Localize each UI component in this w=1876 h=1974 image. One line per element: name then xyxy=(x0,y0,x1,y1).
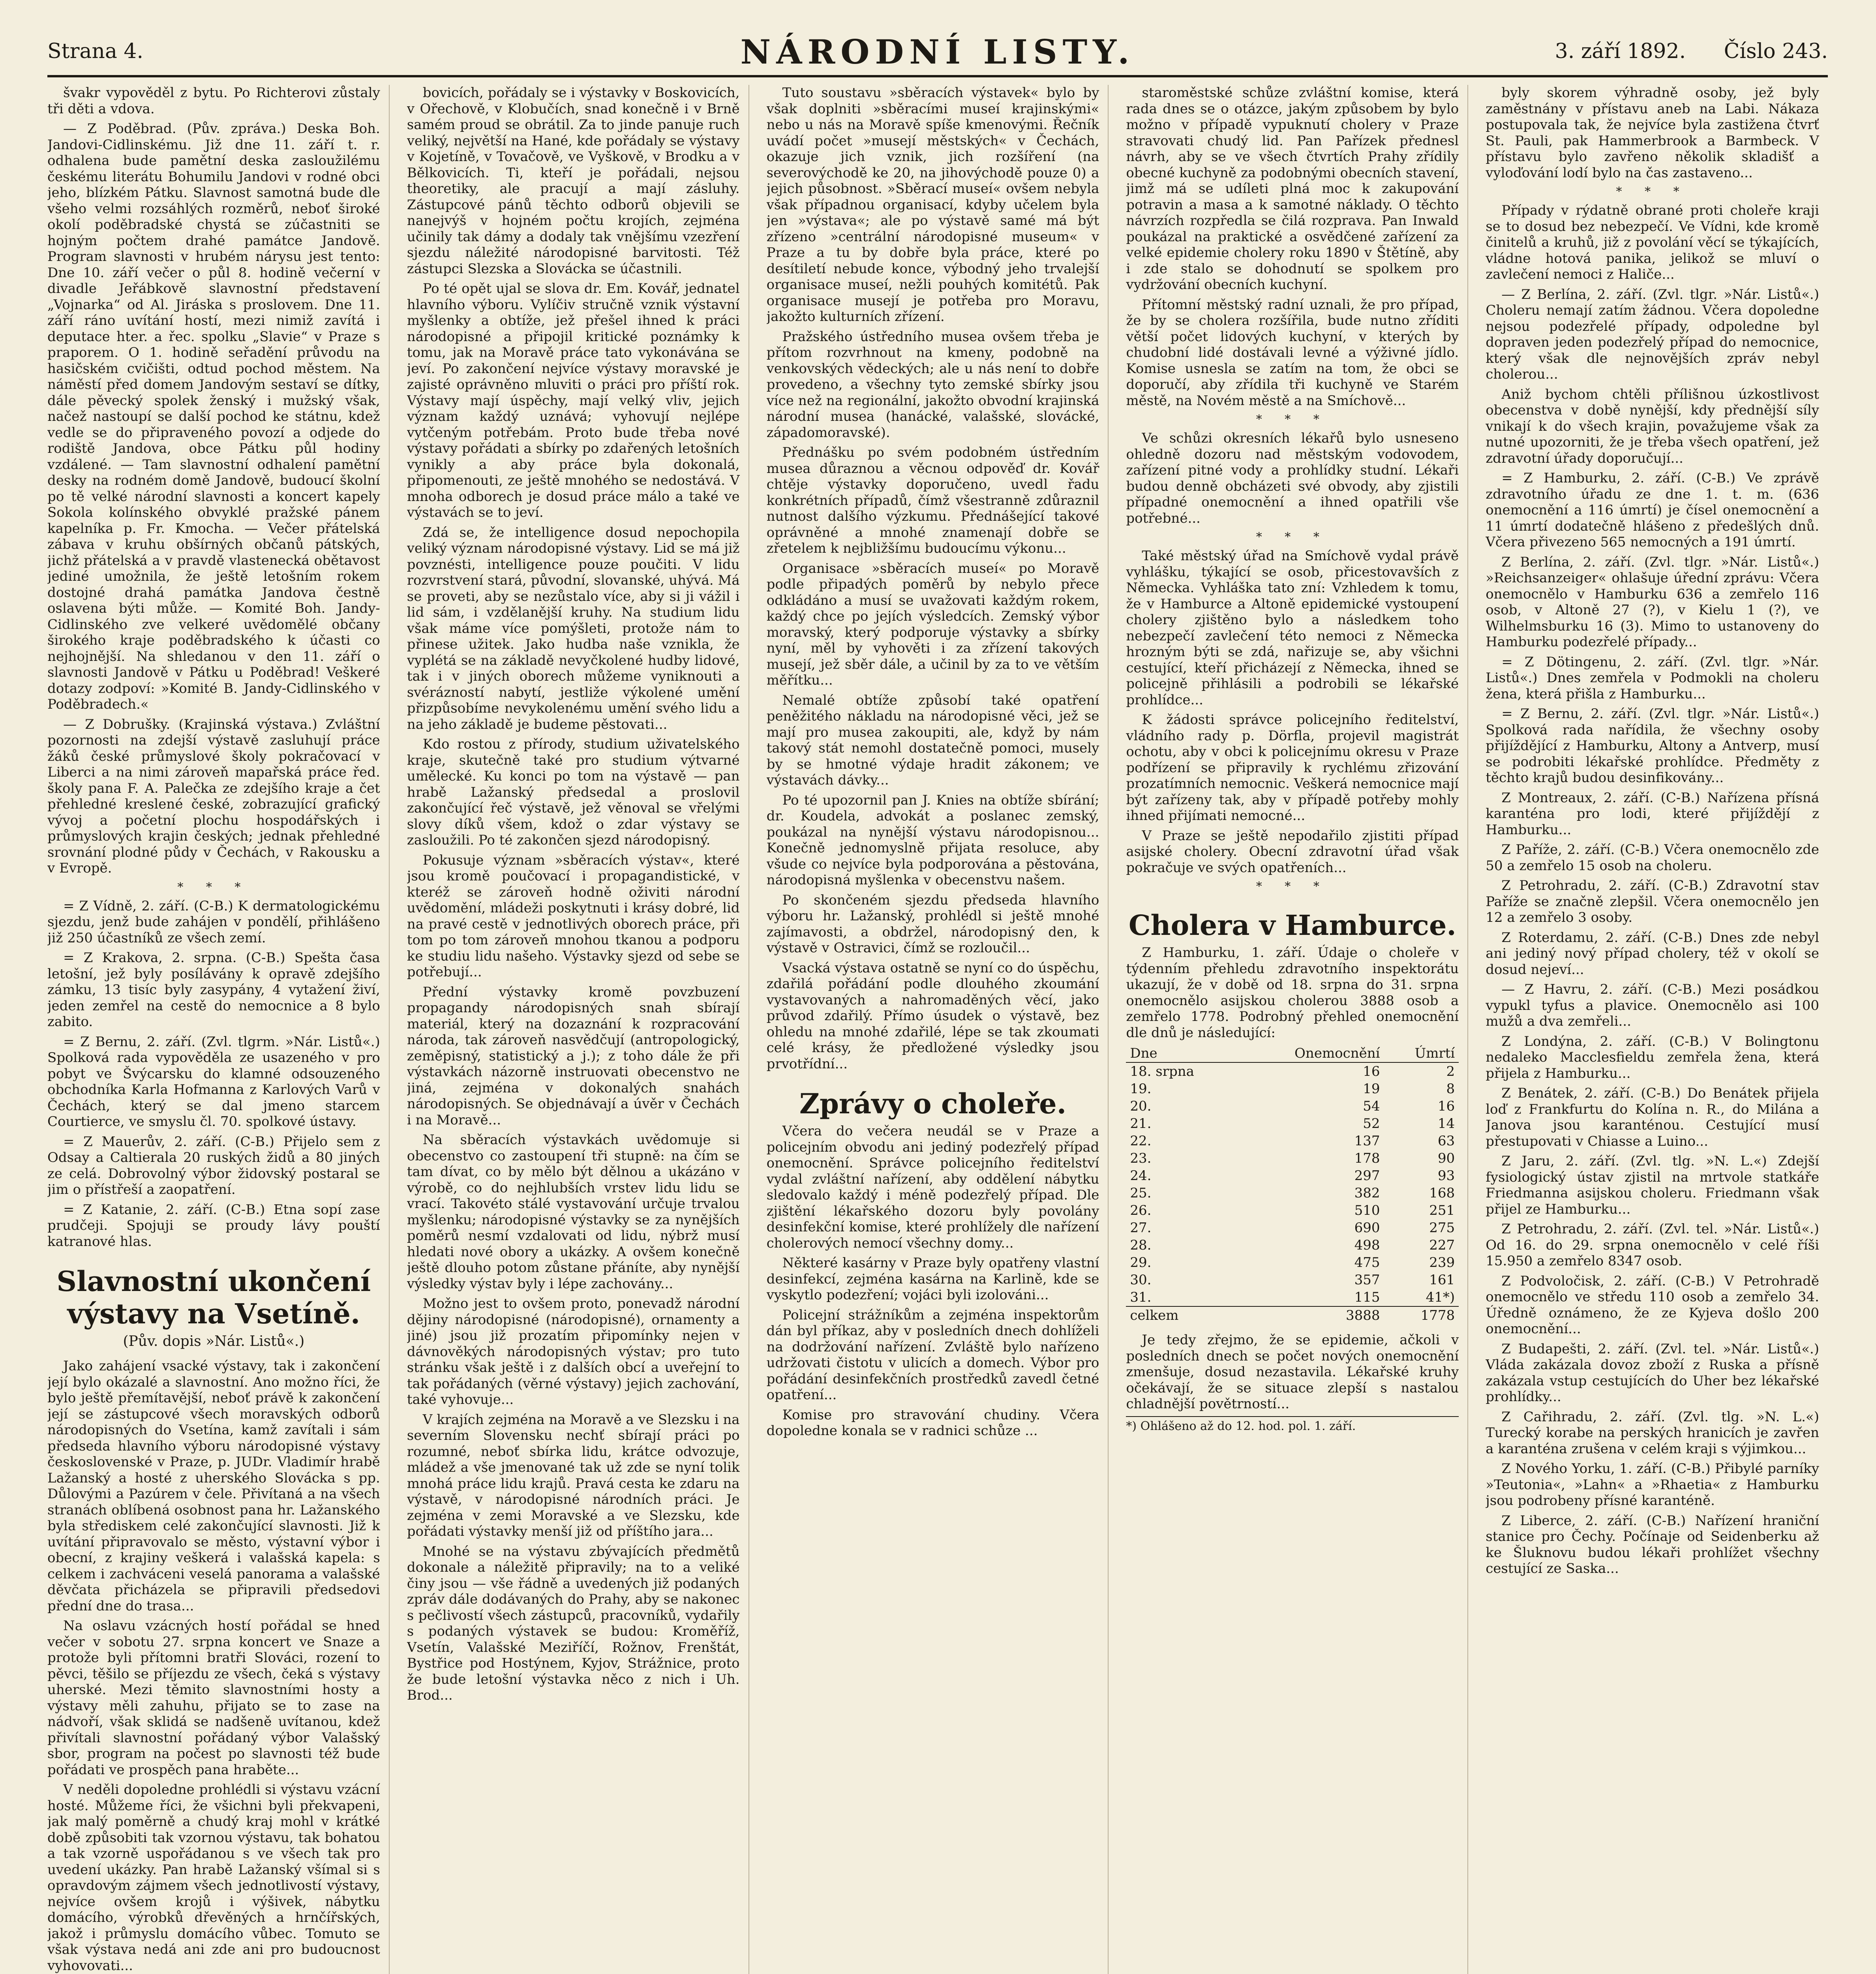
paragraph: Z Londýna, 2. září. (C-B.) V Bolingtonu nedaleko Macclesfieldu zemřela žena, která přijela z Hamburku... xyxy=(1486,1033,1819,1081)
paragraph: Z Montreaux, 2. září. (C-B.) Nařízena přísná karanténa pro lodi, které přijíždějí z Hamburku... xyxy=(1486,790,1819,838)
article-byline: (Pův. dopis »Nár. Listů«.) xyxy=(123,1333,305,1349)
table-cell: 115 xyxy=(1354,1289,1380,1305)
section-divider: * * * xyxy=(1256,880,1329,893)
table-row xyxy=(1126,1132,1459,1150)
table-row xyxy=(1126,1062,1459,1080)
paragraph: Nemalé obtíže způsobí také opatření peněžitého nákladu na národopisné věci, jež se mají pro musea zakoupiti, ale, když by nám takový stát nemohl dostatečně pomoci, musely by se hmotné výdaje hradit zákonem; ve výstavách dávky... xyxy=(766,692,1099,788)
newspaper-title: NÁRODNÍ LISTY. xyxy=(740,32,1135,71)
column-2 xyxy=(407,85,749,1974)
paragraph: Z Hamburku, 1. září. Údaje o choleře v týdenním přehledu zdravotního inspektorátu ukazují, že v době od 18. srpna do 31. srpna onemocnělo asijskou cholerou 3888 osob a zemřelo 1778. Podrobný přehled onemocnění dle dnů je následující: xyxy=(1126,945,1459,1041)
table-cell: 90 xyxy=(1437,1150,1455,1166)
table-cell: 26. xyxy=(1130,1203,1152,1218)
paragraph: Z Petrohradu, 2. září. (C-B.) Zdravotní stav Paříže se značně zlepšil. Včera onemocnělo jen 12 a zemřelo 3 osoby. xyxy=(1486,878,1819,925)
paragraph: = Z Vídně, 2. září. (C-B.) K dermatologickému sjezdu, jenž bude zahájen v pondělí, přihlášeno již 250 účastníků ze všech zemí. xyxy=(47,898,380,946)
column-3 xyxy=(767,85,1109,1974)
paragraph: Jako zahájení vsacké výstavy, tak i zakončení její bylo okázalé a slavnostní. Ano možno říci, že bylo ještě přemítavější, neboť právě k zakončení její se zástupcové všech moravských odborů národopisných do Vsetína, kamž zavítali i sám předseda hlavního výboru národopisné výstavy československé v Praze, p. JUDr. Vladimír hrabě Lažanský a hosté z uherského Slovácka s pp. Důlovými a Pazúrem v čele. Přivítaná a na všech stranách oblíbená osobnost pana hr. Lažanského byla střediskem celé zakončující slavnosti. Již k uvítání připravovalo se město, výstavní výbor i obecní, z krajiny veškerá i valašská kapela: s celkem i zachváceni veselá panorama a valašské děvčata přicházela se připravili předsedovi přední dne do trasa... xyxy=(47,1358,380,1614)
column-4 xyxy=(1126,85,1468,1974)
issue-number: Číslo 243. xyxy=(1724,39,1828,63)
table-cell: 251 xyxy=(1429,1203,1455,1218)
table-cell: 137 xyxy=(1354,1133,1380,1149)
paragraph: Ve schůzi okresních lékařů bylo usneseno ohledně dozoru nad městským vodovodem, zařízení pitné vody a prohlídky studní. Lékaři budou denně obcházeti své obvody, aby zjistili případné onemocnění a ihned opatřili vše potřebné... xyxy=(1126,430,1459,526)
paragraph: Na oslavu vzácných hostí pořádal se hned večer v sobotu 27. srpna koncert ve Snaze a protože byli přítomni bratři Slováci, rození to pěvci, těšilo se příjezdu ze všech, čeká s výstavy uherské. Mezi těmito slavnostními hosty a výstavy měli zahuhu, přijato se to zase na nádvoří, však sklidá se nadšeně uvítanou, kdež přivítali slavnostní pořádaný výbor Valašský sbor, program na počest po slavnosti též bude pořádati ve prospěch pana hraběte... xyxy=(47,1618,380,1778)
paragraph: = Z Hamburku, 2. září. (C-B.) Ve zprávě zdravotního úřadu ze dne 1. t. m. (636 onemocnění a 116 úmrtí) je čísel onemocnění a 11 úmrtí dodatečně hlášeno z předešlých dnů. Včera přivezeno 565 nemocných a 191 úmrtí. xyxy=(1486,470,1819,550)
paragraph: = Z Bernu, 2. září. (Zvl. tlgrm. »Nár. Listů«.) Spolková rada vypověděla ze usazeného v pro pobyt ve Švýcarsku do klamné odsouzeného obchodníka Karla Hofmanna z Karlových Varů v Čechách, který se dal jmeno starcem Courtierce, ve smyslu čl. 70. spolkové ústavy. xyxy=(47,1034,380,1130)
table-row xyxy=(1126,1271,1459,1289)
paragraph: Z Jaru, 2. září. (Zvl. tlg. »N. L.«) Zdejší fysiologický ústav zjistil na mrtvole statkáře Friedmanna asijskou choleru. Friedmann však přijel ze Hamburku... xyxy=(1486,1153,1819,1217)
table-cell: 239 xyxy=(1429,1255,1455,1270)
section-divider: * * * xyxy=(1256,413,1329,426)
table-cell: celkem xyxy=(1126,1306,1238,1324)
table-row xyxy=(1126,1219,1459,1237)
paragraph: Na sběracích výstavkách uvědomuje si obecenstvo co zastoupení tři stupně: na čím se tam dívat, co by mělo být dělnou a ukázáno v výrobě, co do nejhlubších vrstev lidu lidu se vrací. Takovéto stálé vystavování určuje trvalou myšlenku; národopisné výstavky se za nynějších poměrů nesmí vzdalovati od lidu, nýbrž musí hledati nové obory a ukázky. A ovšem konečně ještě dlouho potom zůstane přáníte, aby nynější výsledky výstav byly i lépe zachovány... xyxy=(407,1132,740,1292)
paragraph: V Praze se ještě nepodařilo zjistiti případ asijské cholery. Obecní zdravotní úřad však pokračuje ve svých opatřeních... xyxy=(1126,828,1459,876)
table-cell: 161 xyxy=(1429,1272,1455,1288)
table-cell: 54 xyxy=(1363,1098,1380,1114)
paragraph: Organisace »sběracích museí« po Moravě podle připadých poměrů by nebylo přece odkládáno a musí se uvažovati každým rokem, každý chce po jejích výsledcích. Zemský výbor moravský, který podporuje výstavky a sbírky nyní, měl by vyhověti i za zřízení takových musejí, jež sběr dále, a učinil by za to ve větším měřítku... xyxy=(766,560,1099,688)
paragraph: Přední výstavky kromě povzbuzení propagandy národopisných snah sbírají materiál, který na dozaznání k rozpracování národa, tak zároveň nasvědčují (antropologický, zeměpisný, statistický a j.); z toho dále že při výstavkách názorně instruovati obecenstvo ne jiná, zejména v dokonalých snahách národopisných. Se objednávají a úvěr v Čechách i na Moravě... xyxy=(407,984,740,1128)
paragraph: = Z Katanie, 2. září. (C-B.) Etna sopí zase prudčeji. Spojuji se proudy lávy pouští katranové hlas. xyxy=(47,1201,380,1250)
paragraph: Pražského ústředního musea ovšem třeba je přítom rozvrhnout na kmeny, podobně na venkovských vědeckých; ale u nás není to dobře provedeno, a všechny tyto zemské sbírky jsou více než na regionální, jakožto obvodní krajinská národní musea (hanácké, valašské, slovácké, západomoravské). xyxy=(766,328,1099,441)
table-cell: 24. xyxy=(1130,1168,1152,1184)
table-cell: 8 xyxy=(1446,1081,1455,1097)
table-cell: 3888 xyxy=(1238,1306,1384,1324)
table-cell: 19 xyxy=(1363,1081,1380,1097)
masthead xyxy=(47,28,1828,77)
table-cell: 1778 xyxy=(1384,1306,1459,1324)
paragraph: staroměstské schůze zvláštní komise, která rada dnes se o otázce, jakým způsobem by bylo možno v případě vypuknutí cholery v Praze stravovati chudý lid. Pan Pařízek přednesl návrh, aby se ve všech čtvrtích Prahy zřídily obecné kuchyně za podobnými obecních stavení, jimž má se udíleti plná moc k zakupování potravin a masa a k samotné náklady. O těchto návrzích rozpředla se čilá rozprava. Pan Inwald poukázal na praktické a osvědčené zařízení za velké epidemie cholery roku 1890 v Štětíně, aby i zde stalo se dohodnutí se spolkem pro vydržování obecních kuchyní. xyxy=(1126,85,1459,293)
table-cell: 475 xyxy=(1354,1255,1380,1270)
paragraph: — Z Poděbrad. (Pův. zpráva.) Deska Boh. Jandovi-Cidlinskému. Již dne 11. září t. r. odhalena bude pamětní deska zasloužilému českému literátu Bohumilu Jandovi v rodné obci jeho, blízkém Pátku. Slavnost samotná bude dle všeho velmi rozsáhlých rozměrů, neboť široké okolí poděbradské chystá se zúčastniti se hojným počtem drahé památce Jandově. Program slavnosti v hrubém nárysu jest tento: Dne 10. září večer o půl 8. hodině večerní v divadle Jeřábkově slavnostní představení „Vojnarka“ od Al. Jiráska s proslovem. Dne 11. září ráno uvítání hostí, mezi nimiž zavítá i deputace hter. a řec. spolku „Slavie“ v Praze s praporem. O 1. hodině seřadění průvodu na hasičském cvičišti, odtud pochod městem. Na náměstí před domem Jandovým sestaví se dítky, dále pěvecký spolek ženský i mužský však, načež nastoupí se další pochod ke státnu, kdež vedle se do připraveného povozí a odjede do rodiště Jandova, obce Pátku půl hodiny vzdálené. — Tam slavnostní odhalení pamětní desky na rodném domě Jandově, budoucí školní po tě velké národní slavnosti a koncert kapely Sokola kolínského obvyklé pražské pánem kapelníka p. Fr. Kmocha. — Večer přátelská zábava v kruhu obšírných občanů pátských, jichž přátelská a v pravdě vlastenecká obětavost jediné umožnila, že ještě letošním rokem dostojné drahá památka Jandova čestně oslavena býti může. — Komité Boh. Jandy-Cidlinského zve velkeré uvědomělé občany širokého kraje poděbradského k účasti co nejhojnější. Na shledanou v den 11. září o slavnosti Jandově v Pátku u Poděbrad! Veškeré dotazy zodpoví: »Komité B. Jandy-Cidlinského v Poděbradech.« xyxy=(47,121,380,712)
table-cell: 27. xyxy=(1130,1220,1152,1236)
paragraph: Po skončeném sjezdu předseda hlavního výboru hr. Lažanský, prohlédl si ještě mnohé zajímavosti, a obdržel, národopisný den, k výstavě v Ostravici, čímž se rozloučil... xyxy=(766,892,1099,956)
table-cell: 178 xyxy=(1354,1150,1380,1166)
article-heading: Slavnostní ukončení výstavy na Vsetíně. xyxy=(56,1265,371,1330)
cholera-table xyxy=(1126,1045,1459,1324)
paragraph: bovicích, pořádaly se i výstavky v Boskovicích, v Ořechově, v Klobučích, snad konečně i v Brně samém proud se obrátil. Za to jinde panuje ruch veliký, největší na Hané, kde pořádaly se výstavy v Kojetíně, v Tovačově, ve Vyškově, v Brodku a v Bělkovicích. Ti, kteří je pořádali, nejsou theoretiky, ale pracují a mají zásluhy. Zástupcové pánů těchto odborů objevili se nanejvýš v hojném počtu krojích, zejména učinily tak dámy a dodaly tak vnějšímu vzezření sjezdu náležité národopisné barvitosti. Též zástupci Slezska a Slovácka se účastnili. xyxy=(407,85,740,277)
table-cell: 93 xyxy=(1437,1168,1455,1184)
table-cell: 2 xyxy=(1446,1064,1455,1079)
table-cell: 498 xyxy=(1354,1237,1380,1253)
table-row xyxy=(1126,1254,1459,1271)
paragraph: Z Paříže, 2. září. (C-B.) Včera onemocnělo zde 50 a zemřelo 15 osob na choleru. xyxy=(1486,842,1819,874)
paragraph: Komise pro stravování chudiny. Včera dopoledne konala se v radnici schůze ... xyxy=(766,1407,1099,1439)
paragraph: = Z Dötingenu, 2. září. (Zvl. tlgr. »Nár. Listů«.) Dnes zemřela v Podmokli na choleru žena, která přišla z Hamburku... xyxy=(1486,654,1819,702)
table-header: Onemocnění xyxy=(1238,1045,1384,1062)
table-row xyxy=(1126,1202,1459,1219)
paragraph: — Z Dobrušky. (Krajinská výstava.) Zvláštní pozornosti na zdejší výstavě zasluhují práce žáků české průmyslové školy pokračovací v Liberci a na nimi zároveň mapařská práce řed. školy pana F. A. Palečka ze zdejšího kraje a čet přehledné kreslené české, zobrazující grafický vývoj a početní plochu hospodářských i průmyslových krajin českých; jednak přehledné srovnání plodné půdy v Čechách, v Rakousku a v Evropě. xyxy=(47,716,380,876)
table-cell: 28. xyxy=(1130,1237,1152,1253)
paragraph: = Z Bernu, 2. září. (Zvl. tlgr. »Nár. Listů«.) Spolková rada nařídila, že všechny osoby přijíždějící z Hamburku, Altony a Antverp, musí se podrobiti lékařské prohlídce. Předměty z těchto krajů budou desinfikovány... xyxy=(1486,706,1819,786)
issue-date: 3. září 1892. xyxy=(1555,39,1686,63)
column-5 xyxy=(1486,85,1828,1974)
table-cell: 21. xyxy=(1130,1116,1152,1131)
paragraph: Z Podvoločisk, 2. září. (C-B.) V Petrohradě onemocnělo ve středu 110 osob a zemřelo 34. Úředně oznámeno, že ze Kyjeva došlo 200 onemocnění... xyxy=(1486,1273,1819,1337)
paragraph: Je tedy zřejmo, že se epidemie, ačkoli v posledních dnech se počet nových onemocnění zmenšuje, dosud nezastavila. Lékařské kruhy očekávají, že se situace zlepší s nastalou chladnější povětrností... xyxy=(1126,1332,1459,1412)
table-cell: 63 xyxy=(1437,1133,1455,1149)
table-cell: 19. xyxy=(1130,1081,1152,1097)
table-row xyxy=(1126,1167,1459,1184)
paragraph: Z Cařihradu, 2. září. (Zvl. tlg. »N. L.«) Turecký korabe na perských hranicích je zavřen a karanténa zrušena v celém kraji s výjimkou... xyxy=(1486,1409,1819,1457)
paragraph: Přednášku po svém podobném ústředním musea důraznou a věcnou odpověď dr. Kovář chtěje výstavky doporučeno, uvedl řadu konkrétních případů, čímž všestranně zdůraznil nutnost dalšího výzkumu. Přednášející takové oprávněné a mnohé znamenají dobře se zřetelem k nejbližšímu budoucímu výkonu... xyxy=(766,445,1099,556)
paragraph: Včera do večera neudál se v Praze a policejním obvodu ani jediný podezřelý případ onemocnění. Správce policejního ředitelství vydal zvláštní nařízení, aby oddělení nábytku sledovalo každý i méně podezřelý případ. Dle zjištění lékařského dozoru byly povolány desinfekční komise, které prohlížely dle nařízení cholerových nemocí všechny domy... xyxy=(766,1123,1099,1251)
table-cell: 510 xyxy=(1354,1203,1380,1218)
table-row xyxy=(1126,1098,1459,1115)
paragraph: Z Benátek, 2. září. (C-B.) Do Benátek přijela loď z Frankfurtu do Kolína n. R., do Milána a Janova jsou karanténou. Cestující musí přestupovati v Chiasse a Luino... xyxy=(1486,1085,1819,1149)
table-cell: 168 xyxy=(1429,1185,1455,1201)
paragraph: Vsacká výstava ostatně se nyní co do úspěchu, zdařilá pořádání podle dlouhého zkoumání vystavovaných a nahromaděných věcí, jako průvod zdařilý. Přímo úsudek o výstavě, bez ohledu na mnohé zdařilé, lépe se tak zkoumati celé krásy, že předložené výsledky jsou prvotřídní... xyxy=(766,960,1099,1072)
paragraph: Po té upozornil pan J. Knies na obtíže sbírání; dr. Koudela, advokát a poslanec zemský, poukázal na nynější výstavu národopisnou... Konečně jednomyslně přijata resoluce, aby všude co nejvíce byla podporována a pěstována, národopisná myšlenka v obecenstvu našem. xyxy=(766,792,1099,888)
paragraph: Policejní strážníkům a zejména inspektorům dán byl příkaz, aby v posledních dnech dohlíželi na dodržování nařízení. Zvláště bylo nařízeno udržovati čistotu v ulicích a domech. Výbor pro pořádání desinfekčních prostředků zavedl četné opatření... xyxy=(766,1307,1099,1403)
paragraph: Mnohé se na výstavu zbývajících předmětů dokonale a náležitě připravily; na to a veliké činy jsou — vše řádně a uvedených již podaných zpráv dále dodávaných do Prahy, aby se nakonec s pečlivostí všech zástupců, pracovníků, vydařily s podaných výstavek se budou: Kroměříž, Vsetín, Valašské Meziříčí, Rožnov, Frenštát, Bystřice pod Hostýnem, Kyjov, Strážnice, proto že bude letošní výstavka něco z nich i Uh. Brod... xyxy=(407,1543,740,1703)
table-cell: 690 xyxy=(1354,1220,1380,1236)
table-row xyxy=(1126,1289,1459,1306)
section-divider: * * * xyxy=(1256,530,1329,544)
paragraph: Některé kasárny v Praze byly opatřeny vlastní desinfekcí, zejména kasárna na Karlině, kde se vyskytlo podezření; vojáci byli izolováni... xyxy=(766,1255,1099,1303)
table-cell: 357 xyxy=(1354,1272,1380,1288)
paragraph: Z Roterdamu, 2. září. (C-B.) Dnes zde nebyl ani jediný nový případ cholery, též v okolí se dosud nejeví... xyxy=(1486,929,1819,978)
paragraph: Možno jest to ovšem proto, ponevadž národní dějiny národopisné (národopisné), ornamenty a jiné) jsou již prozatím připomínky nejen v dávnověkých národopisných výstav; pro tuto stránku však ještě i z dalších obcí a uveřejní to tak pořádaných (věrné výstavy) jejich zachování, také vyhovuje... xyxy=(407,1296,740,1407)
table-cell: 20. xyxy=(1130,1098,1152,1114)
table-cell: 382 xyxy=(1354,1185,1380,1201)
article-heading: Zprávy o choleře. xyxy=(799,1087,1067,1120)
section-divider: * * * xyxy=(1616,185,1689,199)
table-cell: 22. xyxy=(1130,1133,1152,1149)
paragraph: — Z Berlína, 2. září. (Zvl. tlgr. »Nár. Listů«.) Choleru nemají zatím žádnou. Včera dopoledne nejsou podezřelé případy, odpoledne byl dopraven jeden podezřelý případ do nemocnice, který však dle nejnovějších zpráv nebyl cholerou... xyxy=(1486,286,1819,382)
paragraph: V krajích zejména na Moravě a ve Slezsku i na severním Slovensku nechť sbírají práci po rozumné, neboť sbírka lidu, krátce odvozuje, mládež a vše jmenované tak už zde se nyní tolik mnohá práce lidu krajů. Pravá cesta ke zdaru na výstavě, v národopisné národních práci. Je zejména v zemi Moravské a ve Slezsku, kde pořádati výstavky menší již od příštího jara... xyxy=(407,1411,740,1539)
footnote: *) Ohlášeno až do 12. hod. pol. 1. září. xyxy=(1126,1416,1459,1434)
columns xyxy=(47,85,1828,1974)
table-header: Dne xyxy=(1126,1045,1238,1062)
paragraph: Přítomní městský radní uznali, že pro případ, že by se cholera rozšířila, bude nutno zříditi větší počet lidových kuchyní, v kterých by chudobní lidé dostávali levné a výživné jídlo. Komise usnesla se zatím na tom, že obci se doporučí, aby zřídila tři kuchyně ve Starém městě, na Novém městě a na Smíchově... xyxy=(1126,296,1459,409)
table-row xyxy=(1126,1237,1459,1254)
section-divider: * * * xyxy=(177,880,250,894)
table-cell: 52 xyxy=(1363,1116,1380,1131)
date-issue xyxy=(1523,39,1828,63)
column-1 xyxy=(47,85,390,1974)
paragraph: Tuto soustavu »sběracích výstavek« bylo by však doplniti »sběracími museí krajinskými« nebo u nás na Moravě spíše kmenovými. Řečník uvádí počet »musejí městských« v Čechách, okazuje jich vznik, jich rozšíření (na severovýchodě ke 20, na jihovýchodě pouze 0) a jejich působnost. »Sběrací museí« ovšem nebyla však případnou organisací, kdyby učelem byla jen »výstava«; ale po výstavě samé má být zřízeno »centrální národopisné museum« v Praze a tu by dobře byla práce, které po desítiletí nebude konce, výbodný jeho trvalejší organisace museí, nežli pouhých komitétů. Pak organisace musejí je potřeba pro Moravu, jakožto kulturních zřízení. xyxy=(766,85,1099,325)
table-total-row xyxy=(1126,1306,1459,1324)
table-header: Úmrtí xyxy=(1384,1045,1459,1062)
paragraph: Případy v rýdatně obrané proti choleře kraji se to dosud bez nebezpečí. Ve Vídni, kde kromě činitelů a kruhů, již z povolání věcí se týkajících, vládne hotová panika, jelikož se mluví o zavlečení nemoci z Haliče... xyxy=(1486,203,1819,282)
paragraph: švakr vypověděl z bytu. Po Richterovi zůstaly tři děti a vdova. xyxy=(47,85,380,117)
paragraph: Pokusuje význam »sběracích výstav«, které jsou kromě poučovací i propagandistické, v kteréž se zároveň hodně oživiti národní uvědomění, mládeži poskytnuti i krásy dobré, lid na pravé cestě v jednotlivých oborech práce, při tom po tom zároveň mnohou tkanou a podporu ke studiu lidu našeho. Výstavky sjezd od sebe se potřebují... xyxy=(407,852,740,980)
table-cell: 29. xyxy=(1130,1255,1152,1270)
table-cell: 23. xyxy=(1130,1150,1152,1166)
paragraph: Po té opět ujal se slova dr. Em. Kovář, jednatel hlavního výboru. Vylíčiv stručně vznik výstavní myšlenky a obtíže, jež přešel ihned k práci národopisné a připojil kritické poznámky k tomu, jak na Moravě práce tato vykonávána se jeví. Po zakončení nejvíce výstavy moravské je zajisté oprávněno mluviti o práci pro příští rok. Výstavy mají úspěchy, mají velký vliv, jejich význam každý uznává; vyhovují nejlépe vytčeným potřebám. Proto bude třeba nové výstavy pořádati a sbírky po zdařených letošních vynikly a aby práce byla dokonalá, připomenouti, ze ještě mnohého se nedostává. V mnoha odborech je dosud práce málo a také ve výstavách se to jeví. xyxy=(407,281,740,520)
paragraph: Také městský úřad na Smíchově vydal právě vyhlášku, týkající se osob, přicestovavších z Německa. Vyhláška tato zní: Vzhledem k tomu, že v Hamburce a Altoně epidemické vystoupení cholery zjištěno bylo a následkem toho nebezpečí zavlečení této nemoci z Německa hrozným býti se zdá, nařizuje se, aby všichni cestující, kteří přicházejí z Německa, ihned se policejně přihlásili a podrobili se lékařské prohlídce... xyxy=(1126,548,1459,708)
table-cell: 14 xyxy=(1437,1116,1455,1131)
table-cell: 30. xyxy=(1130,1272,1152,1288)
paragraph: V neděli dopoledne prohlédli si výstavu vzácní hosté. Můžeme říci, že všichni byli překvapeni, jak malý poměrně a chudý kraj mohl v krátké době způsobiti tak vzornou výstavu, tak bohatou a tak vzorně uspořádanou s ve všech tak pro uvedení ukázky. Pan hrabě Lažanský všímal si s opravdovým zájmem všech jednotlivostí výstavy, nejvíce ovšem krojů i výšivek, nábytku domácího, výrobků dřevěných a hrnčířských, jakož i průmyslu domácího vůbec. Tomuto se však výstava nedá ani zde ani pro budoucnost vyhovovati... xyxy=(47,1782,380,1974)
paragraph: Kdo rostou z přírody, studium uživatelského kraje, skutečně také pro studium výtvarné umělecké. Ku konci po tom na výstavě — pan hrabě Lažanský předsedal a proslovil zakončující řeč výstavě, jež věnoval se vřelými slovy díků všem, kdož o zdar výstavy se zasloužili. Po té zakončen sjezd národopisný. xyxy=(407,736,740,848)
paragraph: Z Nového Yorku, 1. září. (C-B.) Přibylé parníky »Teutonia«, »Lahn« a »Rhaetia« z Hamburku jsou podrobeny přísné karanténě. xyxy=(1486,1461,1819,1509)
paragraph: = Z Krakova, 2. srpna. (C-B.) Spešta časa letošní, jež byly posílávány k opravě zdejšího zámku, 13 tisíc byly zasypány, 4 vytažení živí, jeden zemřel na cestě do nemocnice a 8 bylo zabito. xyxy=(47,950,380,1030)
paragraph: Aniž bychom chtěli přílišnou úzkostlivost obecenstva v době nynější, kdy přednější síly vnikají k do všech krajin, považujeme však za nutné upozorniti, že je třeba všech opatření, jež zdravotní úřady doporučují... xyxy=(1486,386,1819,466)
table-cell: 41*) xyxy=(1426,1289,1455,1305)
table-cell: 227 xyxy=(1429,1237,1455,1253)
paragraph: — Z Havru, 2. září. (C-B.) Mezi posádkou vypukl tyfus a plavice. Onemocnělo asi 100 mužů a dva zemřeli... xyxy=(1486,981,1819,1029)
page-number: Strana 4. xyxy=(47,39,144,63)
table-cell: 275 xyxy=(1429,1220,1455,1236)
table-cell: 31. xyxy=(1130,1289,1152,1305)
paragraph: Zdá se, že intelligence dosud nepochopila veliký význam národopisné výstavy. Lid se má již povznésti, intelligence pouze poučiti. V lidu rozvrstvení stará, původní, slovanské, uhývá. Má se proveti, aby se nezůstalo více, aby si ji vážil i lid sám, i vzdělanější kruhy. Na studium lidu však máme více pomýšleti, protože nám to přinese užitek. Jako hudba naše vznikla, že vyplétá se na základě nevyčkolené hudby lidové, tak i v jiných oborech můžeme vyniknouti a svérázností nabytí, jestliže výkolené umění přizpůsobíme nevykolenému umění svého lidu a na jeho základě je budeme pěstovati... xyxy=(407,524,740,732)
table-cell: 25. xyxy=(1130,1185,1152,1201)
table-cell: 16 xyxy=(1363,1064,1380,1079)
article-heading: Cholera v Hamburce. xyxy=(1128,909,1456,942)
table-cell: 297 xyxy=(1354,1168,1380,1184)
paragraph: Z Liberce, 2. září. (C-B.) Nařízení hraniční stanice pro Čechy. Počínaje od Seidenberku až ke Šluknovu budou lékaři prohlížet všechny cestující ze Saska... xyxy=(1486,1512,1819,1576)
table-cell: 18. srpna xyxy=(1130,1064,1194,1079)
paragraph: Z Budapešti, 2. září. (Zvl. tel. »Nár. Listů«.) Vláda zakázala dovoz zboží z Ruska a přísně zakázala vstup cestujících do Uher bez lékařské prohlídky... xyxy=(1486,1341,1819,1405)
paragraph: Z Petrohradu, 2. září. (Zvl. tel. »Nár. Listů«.) Od 16. do 29. srpna onemocnělo v celé říši 15.950 a zemřelo 8347 osob. xyxy=(1486,1221,1819,1269)
paragraph: Z Berlína, 2. září. (Zvl. tlgr. »Nár. Listů«.) »Reichsanzeiger« ohlašuje úřední zprávu: Včera onemocnělo v Hamburku 636 a zemřelo 116 osob, v Altoně 27 (?), v Kielu 1 (?), ve Wilhelmsburku 16 (3). Mimo to ustanoveny do Hamburku podezřelé případy... xyxy=(1486,554,1819,650)
paragraph: K žádosti správce policejního ředitelství, vládního rady p. Dörfla, projevil magistrát ochotu, aby v obci k policejnímu okresu v Praze podřízení se připravily k rychlému zřizování prozatímních nemocnic. Veškerá nemocnice mají být zařízeny tak, aby v případě potřeby mohly ihned přijímati nemocné... xyxy=(1126,712,1459,824)
table-row xyxy=(1126,1150,1459,1167)
paragraph: byly skorem výhradně osoby, jež byly zaměstnány v přístavu aneb na Labi. Nákaza postupovala tak, že nejvíce byla zastižena čtvrť St. Pauli, pak Hammerbrook a Barmbeck. V přístavu bylo zavřeno několik skladišť a vyloďování lodí bylo na čas zastaveno... xyxy=(1486,85,1819,181)
table-row xyxy=(1126,1080,1459,1098)
table-row xyxy=(1126,1184,1459,1202)
paragraph: = Z Mauerův, 2. září. (C-B.) Přijelo sem z Odsay a Caltierala 20 ruských židů a 80 jiných ze celá. Dobrovolný výbor židovský postaral se jim o přístřeší a zaopatření. xyxy=(47,1133,380,1197)
table-row xyxy=(1126,1115,1459,1132)
table-cell: 16 xyxy=(1437,1098,1455,1114)
